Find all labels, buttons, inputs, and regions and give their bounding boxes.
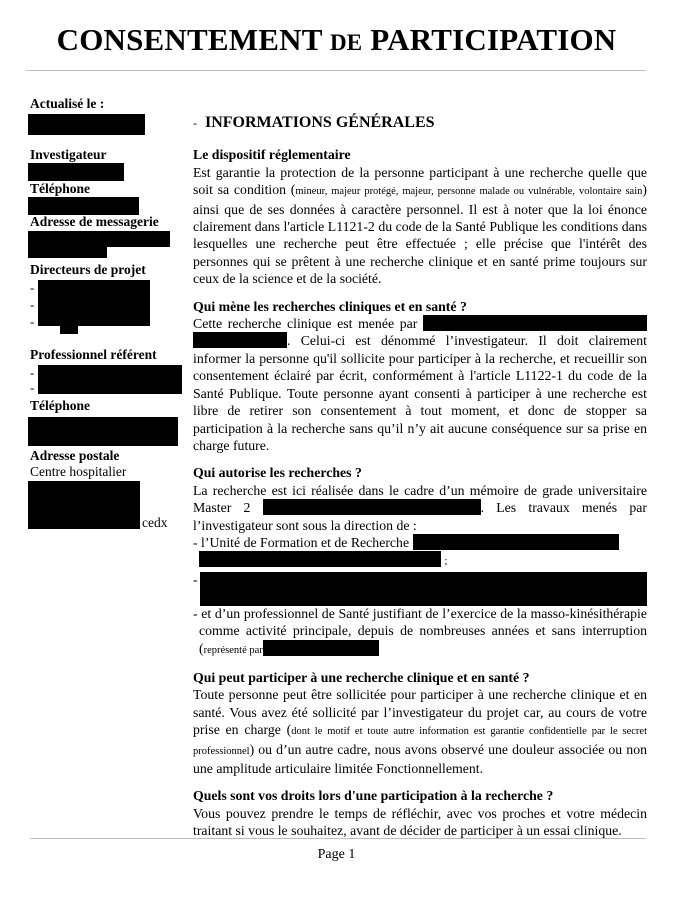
heading-who-leads: Qui mène les recherches cliniques et en santé ? bbox=[193, 298, 467, 314]
directors-bullet-1: - bbox=[30, 280, 35, 295]
directors-redaction-tail bbox=[60, 325, 78, 334]
investigator-redaction bbox=[28, 163, 124, 181]
authorises-item-1 bbox=[193, 534, 647, 551]
referent-bullet-2: - bbox=[30, 380, 35, 395]
referent-label: Professionnel référent bbox=[30, 347, 157, 362]
regulatory-text-2: ) ainsi que de ses données à caractère personnel. Il est à noter que la loi énonce clairement dans l'article L1121-2 du code de la Santé Publique les conditions dans lesquelles une recherche peut être effectuée ; elle précise que l'intérêt des personnes qui se prêtent à une recherche clinique et en santé prime toujours sur ceux de la science et de la société. bbox=[193, 182, 647, 287]
professional-name-redaction bbox=[263, 640, 379, 656]
authorises-text-1: La recherche est ici réalisée dans le cadre d’un mémoire de grade universitaire Master 2 bbox=[193, 482, 647, 516]
referent-phone-redaction bbox=[28, 417, 178, 446]
section-title-text: INFORMATIONS GÉNÉRALES bbox=[205, 114, 435, 131]
title-part-1: CONSENTEMENT bbox=[56, 22, 323, 57]
participate-small-text: dont le motif et toute autre information est garantie confidentielle par le secret professionnel bbox=[193, 726, 648, 757]
master-program-redaction bbox=[263, 499, 481, 515]
phone-redaction bbox=[28, 197, 139, 215]
section-title bbox=[193, 114, 647, 132]
authorises-item-3-text: - et d’un professionnel de Santé justifiant de l’exercice de la masso-kinésithérapie comme activité principale, depuis de nombreuses années et sans interruption ( bbox=[193, 605, 647, 656]
lead-organisation-redaction-2 bbox=[193, 332, 287, 348]
lead-organisation-redaction bbox=[423, 315, 647, 331]
authorises-item-2-dash: - bbox=[193, 571, 198, 587]
heading-who-can-participate: Qui peut participer à une recherche clinique et en santé ? bbox=[193, 669, 530, 685]
authorises-item-2 bbox=[193, 571, 647, 605]
postal-suffix: cedx bbox=[142, 515, 168, 530]
second-institution-redaction bbox=[200, 572, 647, 606]
heading-regulatory: Le dispositif réglementaire bbox=[193, 147, 351, 163]
phone-label: Téléphone bbox=[30, 181, 91, 196]
referent-redaction bbox=[38, 365, 182, 394]
authorises-text-2: . Les travaux menés par l’investigateur sont sous la direction de : bbox=[193, 500, 647, 533]
who-leads-text-2: . Celui-ci est dénommé l’investigateur. Il doit clairement informer la personne qu'il sollicite pour participer à la recherche, et recueillir son consentement éclairé par écrit, conformément à l'article L1122-1 du code de la Santé Publique. Toute personne ayant consenti à participer à une recherche est libre de retirer son consentement à tout moment, et donc de stopper sa participation à la recherche sans qu’il n’y ait aucune conséquence sur sa prise en charge future. bbox=[193, 333, 647, 453]
postal-label: Adresse postale bbox=[30, 448, 120, 463]
authorises-item-1-text: - l’Unité de Formation et de Recherche bbox=[193, 534, 410, 550]
directors-bullet-2: - bbox=[30, 297, 35, 312]
referent-phone-label: Téléphone bbox=[30, 398, 91, 413]
heading-who-authorises: Qui autorise les recherches ? bbox=[193, 465, 362, 481]
paragraph-who-leads bbox=[193, 315, 647, 454]
title-part-3: PARTICIPATION bbox=[370, 22, 617, 57]
participate-text-2: ) ou d’un autre cadre, nous avons observé une douleur associée ou non une amplitude articulaire limitée Fonctionnellement. bbox=[193, 741, 647, 776]
updated-date-redaction bbox=[28, 114, 145, 135]
ufr-redaction-2 bbox=[199, 551, 441, 567]
section-dash: - bbox=[193, 116, 197, 130]
who-leads-text-1: Cette recherche clinique est menée par bbox=[193, 316, 418, 332]
document-title bbox=[0, 22, 673, 58]
authorises-item-3-small: représenté par bbox=[203, 644, 263, 656]
main-content bbox=[193, 114, 647, 840]
heading-rights: Quels sont vos droits lors d'une participation à la recherche ? bbox=[193, 788, 554, 804]
regulatory-text-1: Est garantie la protection de la personne participant à une recherche quelle que soit sa condition ( bbox=[193, 164, 647, 198]
ufr-redaction-1 bbox=[413, 534, 619, 550]
title-part-2: DE bbox=[329, 30, 363, 55]
authorises-item-3 bbox=[193, 605, 647, 659]
paragraph-regulatory bbox=[193, 164, 647, 288]
email-redaction-2 bbox=[28, 246, 107, 258]
directors-bullet-3: - bbox=[30, 314, 35, 329]
authorises-item-1-end: ; bbox=[444, 556, 448, 568]
page-number: Page 1 bbox=[317, 847, 356, 862]
referent-bullet-1: - bbox=[30, 365, 35, 380]
paragraph-who-can-participate bbox=[193, 686, 647, 777]
directors-redaction bbox=[38, 280, 150, 326]
regulatory-small-text: mineur, majeur protégé, majeur, personne malade ou vulnérable, volontaire sain bbox=[295, 186, 643, 198]
email-redaction-1 bbox=[28, 231, 170, 247]
postal-redaction bbox=[28, 481, 140, 529]
participate-text-1: Toute personne peut être sollicitée pour participer à une recherche clinique et en santé. Vous avez été sollicité par l’investigateur du projet car, au cours de votre prise en charge ( bbox=[193, 687, 647, 738]
authorises-item-1-cont bbox=[193, 551, 647, 570]
postal-line-1: Centre hospitalier bbox=[30, 464, 127, 479]
updated-label: Actualisé le : bbox=[30, 96, 105, 111]
bottom-divider bbox=[30, 838, 646, 839]
investigator-label: Investigateur bbox=[30, 147, 107, 162]
paragraph-who-authorises bbox=[193, 482, 647, 534]
top-divider bbox=[26, 70, 646, 71]
paragraph-rights: Vous pouvez prendre le temps de réfléchir, avec vos proches et votre médecin traitant si vous le souhaitez, avant de décider de participer à un essai clinique. bbox=[193, 805, 647, 839]
directors-label: Directeurs de projet bbox=[30, 262, 146, 277]
email-label: Adresse de messagerie bbox=[30, 214, 159, 229]
